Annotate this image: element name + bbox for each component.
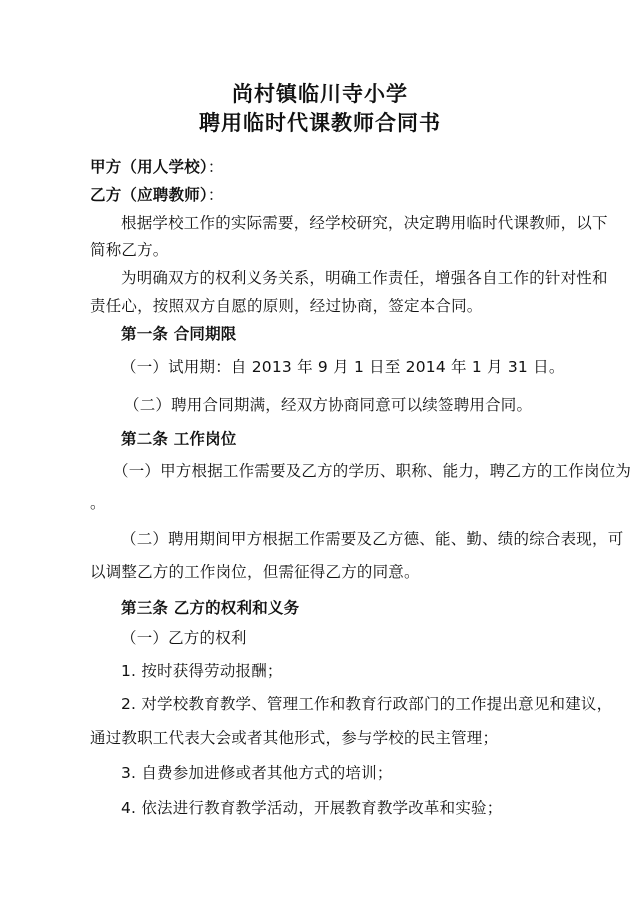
article-2-item-1-line-1: （一）甲方根据工作需要及乙方的学历、职称、能力，聘乙方的工作岗位为: [113, 462, 632, 480]
party-b-colon: ：: [207, 186, 224, 204]
party-a-colon: ：: [207, 158, 224, 176]
article-3-right-1: 1. 按时获得劳动报酬；: [121, 662, 283, 680]
party-b-line: [90, 184, 224, 206]
paragraph-2-line-2: 责任心，按照双方自愿的原则，经过协商，签定本合同。: [90, 297, 483, 315]
article-2-item-2-line-2: 以调整乙方的工作岗位，但需征得乙方的同意。: [90, 563, 420, 581]
party-a-line: [90, 156, 224, 178]
article-2-heading: 第二条 工作岗位: [121, 430, 237, 448]
article-1-item-1: （一）试用期：自 2013 年 9 月 1 日至 2014 年 1 月 31 日。: [121, 358, 565, 376]
article-3-right-2-line-2: 通过教职工代表大会或者其他形式，参与学校的民主管理；: [90, 729, 499, 747]
party-b-label: 乙方（应聘教师）: [90, 186, 208, 204]
paragraph-1-line-2: 简称乙方。: [90, 241, 169, 259]
article-3-subheading: （一）乙方的权利: [121, 629, 247, 647]
article-3-right-2-line-1: 2. 对学校教育教学、管理工作和教育行政部门的工作提出意见和建议，: [121, 695, 613, 713]
contract-title: 聘用临时代课教师合同书: [199, 111, 441, 135]
article-3-heading: 第三条 乙方的权利和义务: [121, 599, 300, 617]
article-1-item-2: （二）聘用合同期满，经双方协商同意可以续签聘用合同。: [124, 396, 533, 414]
paragraph-2-line-1: 为明确双方的权利义务关系，明确工作责任，增强各自工作的针对性和: [121, 269, 608, 287]
party-a-label: 甲方（用人学校）: [90, 158, 208, 176]
school-title: 尚村镇临川寺小学: [232, 82, 408, 106]
article-1-heading: 第一条 合同期限: [121, 325, 237, 343]
article-3-right-4: 4. 依法进行教育教学活动，开展教育教学改革和实验；: [121, 799, 503, 817]
article-3-right-3: 3. 自费参加进修或者其他方式的培训；: [121, 764, 393, 782]
paragraph-1-line-1: 根据学校工作的实际需要，经学校研究，决定聘用临时代课教师，以下: [121, 214, 608, 232]
article-2-item-2-line-1: （二）聘用期间甲方根据工作需要及乙方德、能、勤、绩的综合表现，可: [121, 530, 624, 548]
article-2-item-1-line-2: 。: [90, 494, 106, 512]
